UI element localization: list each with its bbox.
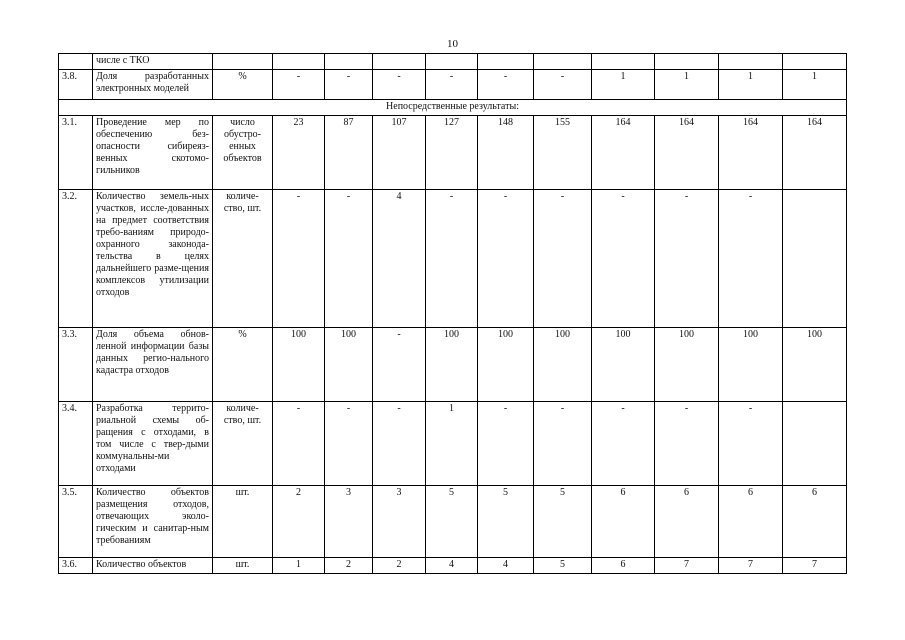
unit-of-measure: шт. (213, 558, 273, 574)
table-row (59, 54, 847, 70)
year-value: - (273, 70, 325, 100)
year-value: - (592, 190, 655, 328)
year-value: 164 (592, 116, 655, 190)
year-value: 3 (325, 486, 373, 558)
unit-of-measure: % (213, 328, 273, 402)
year-value: 5 (534, 558, 592, 574)
year-value: 6 (592, 558, 655, 574)
row-number (59, 54, 93, 70)
unit-of-measure: число обустро-енных объектов (213, 116, 273, 190)
year-value (373, 54, 426, 70)
year-value: - (478, 70, 534, 100)
unit-of-measure: количе-ство, шт. (213, 190, 273, 328)
table-row (59, 486, 847, 558)
year-value: 127 (426, 116, 478, 190)
year-value: 100 (783, 328, 847, 402)
indicator-name: Проведение мер по обеспечению без-опасности сибиреяз-венных скотомо-гильников (93, 116, 213, 190)
year-value: 155 (534, 116, 592, 190)
unit-of-measure (213, 54, 273, 70)
year-value: - (325, 402, 373, 486)
year-value: - (534, 402, 592, 486)
year-value: 6 (592, 486, 655, 558)
year-value (719, 54, 783, 70)
indicator-name: Количество объектов (93, 558, 213, 574)
indicator-name: Количество земель-ных участков, иссле-дованных на предмет соответствия требо-ваниям природо-охранного законода-тельства в целях дальнейшего разме-щения комплексов утилизации отходов (93, 190, 213, 328)
year-value: - (325, 190, 373, 328)
year-value: 100 (592, 328, 655, 402)
table-row (59, 558, 847, 574)
year-value: 1 (426, 402, 478, 486)
year-value: 4 (373, 190, 426, 328)
year-value: 100 (534, 328, 592, 402)
year-value: - (273, 402, 325, 486)
indicator-name: Доля разработанных электронных моделей (93, 70, 213, 100)
year-value: 4 (478, 558, 534, 574)
row-number: 3.6. (59, 558, 93, 574)
year-value: - (478, 190, 534, 328)
year-value: - (534, 70, 592, 100)
year-value: 100 (655, 328, 719, 402)
table-row (59, 70, 847, 100)
year-value: 100 (273, 328, 325, 402)
year-value: 87 (325, 116, 373, 190)
year-value: 6 (783, 486, 847, 558)
year-value (534, 54, 592, 70)
year-value (478, 54, 534, 70)
year-value: 2 (325, 558, 373, 574)
row-number: 3.5. (59, 486, 93, 558)
row-number: 3.1. (59, 116, 93, 190)
year-value: - (534, 190, 592, 328)
row-number: 3.3. (59, 328, 93, 402)
table-row (59, 402, 847, 486)
indicator-name: Доля объема обнов-ленной информации базы данных регио-нального кадастра отходов (93, 328, 213, 402)
year-value (426, 54, 478, 70)
row-number: 3.2. (59, 190, 93, 328)
year-value: 3 (373, 486, 426, 558)
indicator-name: Разработка террито-риальной схемы об-ращения с отходами, в том числе с твер-дыми коммунальны-ми отходами (93, 402, 213, 486)
year-value: 1 (273, 558, 325, 574)
year-value: - (373, 402, 426, 486)
year-value: - (373, 328, 426, 402)
year-value: - (325, 70, 373, 100)
year-value (325, 54, 373, 70)
year-value: 7 (655, 558, 719, 574)
year-value: 5 (534, 486, 592, 558)
year-value: 100 (478, 328, 534, 402)
year-value: 1 (719, 70, 783, 100)
year-value: 1 (783, 70, 847, 100)
year-value: 2 (273, 486, 325, 558)
section-header-row (59, 100, 847, 116)
year-value (783, 190, 847, 328)
year-value: - (719, 190, 783, 328)
table-body (59, 54, 847, 574)
year-value: - (655, 402, 719, 486)
year-value: - (426, 70, 478, 100)
year-value: 5 (478, 486, 534, 558)
year-value: - (592, 402, 655, 486)
year-value (273, 54, 325, 70)
row-number: 3.4. (59, 402, 93, 486)
table-row (59, 190, 847, 328)
year-value: 6 (655, 486, 719, 558)
year-value: 23 (273, 116, 325, 190)
year-value: 107 (373, 116, 426, 190)
year-value: - (719, 402, 783, 486)
indicator-name: Количество объектов размещения отходов, отвечающих эколо-гическим и санитар-ным требованиям (93, 486, 213, 558)
page-number: 10 (447, 38, 458, 50)
year-value: - (273, 190, 325, 328)
year-value: 1 (592, 70, 655, 100)
section-title: Непосредственные результаты: (59, 100, 847, 116)
indicator-name: числе с ТКО (93, 54, 213, 70)
year-value: - (655, 190, 719, 328)
unit-of-measure: количе-ство, шт. (213, 402, 273, 486)
year-value: 1 (655, 70, 719, 100)
year-value: 164 (719, 116, 783, 190)
year-value (783, 402, 847, 486)
year-value (655, 54, 719, 70)
year-value (783, 54, 847, 70)
year-value: 5 (426, 486, 478, 558)
year-value: 100 (426, 328, 478, 402)
year-value: 100 (719, 328, 783, 402)
year-value: 7 (783, 558, 847, 574)
year-value: 7 (719, 558, 783, 574)
year-value: 164 (655, 116, 719, 190)
year-value: - (478, 402, 534, 486)
year-value: 164 (783, 116, 847, 190)
unit-of-measure: % (213, 70, 273, 100)
year-value: - (426, 190, 478, 328)
indicators-table (58, 53, 847, 574)
row-number: 3.8. (59, 70, 93, 100)
year-value: 148 (478, 116, 534, 190)
table-row (59, 116, 847, 190)
year-value: 100 (325, 328, 373, 402)
year-value: 2 (373, 558, 426, 574)
table-row (59, 328, 847, 402)
year-value: 6 (719, 486, 783, 558)
year-value (592, 54, 655, 70)
unit-of-measure: шт. (213, 486, 273, 558)
year-value: - (373, 70, 426, 100)
year-value: 4 (426, 558, 478, 574)
